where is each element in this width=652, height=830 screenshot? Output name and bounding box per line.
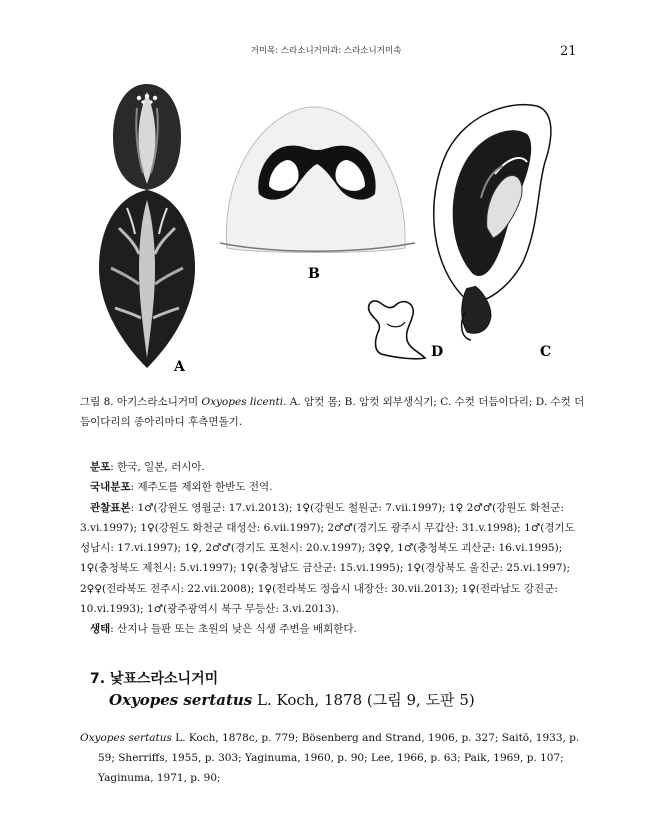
figure-d-tibial-apophysis <box>369 301 425 359</box>
caption-rest: . A. 암컷 몸; B. 암컷 외부생식기; C. 수컷 더듬이다리; D. 수컷 더듬이다리의 종아리마디 후측면돌기. <box>80 396 585 428</box>
label-a: A <box>174 359 185 375</box>
page-number: 21 <box>560 44 577 59</box>
synonymy-list <box>80 728 590 788</box>
domestic-distribution-text: : 제주도를 제외한 한반도 전역. <box>130 481 273 494</box>
ecology-label: 생태 <box>90 623 111 636</box>
figure-b-epigyne <box>220 107 415 253</box>
synonymy-species: Oxyopes sertatus <box>80 732 172 744</box>
distribution-text: : 한국, 일본, 러시아. <box>110 461 205 473</box>
distribution-label: 분포 <box>90 461 111 473</box>
specimens-text: : 1♂(강원도 영월군: 17.vi.2013); 1♀(강원도 철원군: 7.vii.1997); 1♀ 2♂♂(강원도 화천군: 3.vi.1997); 1♀(강원도 화천군 대성산: 6.vii.1997); 2♂♂(경기도 광주시 무갑산: 31.v.1998); 1♂(경기도 성남시: 17.vi.1997); 1♀, 2♂♂(경기도 포천시: 20.v.1997); 3♀♀, 1♂(충청북도 괴산군: 16.vi.1995); 1♀(충청북도 제천시: 5.vi.1997); 1♀(충청남도 금산군: 15.vi.1995); 1♀(경상북도 울진군: 25.vi.1997); 2♀♀(전라북도 전주시: 22.vii.2008); 1♀(전라북도 정읍시 내장산: 30.vii.2013); 1♀(전라남도 강진군: 10.vi.1993); 1♂(광주광역시 북구 무등산: 3.vi.2013). <box>80 501 575 616</box>
species-info <box>80 457 588 640</box>
figure-caption <box>80 392 588 432</box>
domestic-distribution-line <box>80 477 588 497</box>
ecology-text: : 산지나 들판 또는 초원의 낮은 식생 주변을 배회한다. <box>110 623 357 636</box>
caption-prefix: 그림 8. 아기스라소니거미 <box>80 396 202 408</box>
specimens-label: 관찰표본 <box>90 501 131 514</box>
domestic-distribution-label: 국내분포 <box>90 481 131 494</box>
figure-illustration <box>75 78 585 378</box>
specimens-paragraph <box>80 498 588 620</box>
label-c: C <box>540 344 552 360</box>
section-title: 7. 낯표스라소니거미 <box>90 671 219 687</box>
figure-8 <box>75 78 585 378</box>
species-authority: L. Koch, 1878 (그림 9, 도판 5) <box>252 691 475 709</box>
species-name: Oxyopes sertatus <box>109 691 253 709</box>
caption-species: Oxyopes licenti <box>201 396 284 408</box>
synonymy-paragraph <box>80 728 590 788</box>
label-b: B <box>308 266 320 282</box>
figure-a-female-body <box>99 84 195 368</box>
synonymy-text: L. Koch, 1878c, p. 779; Bösenberg and Strand, 1906, p. 327; Saitō, 1933, p. 59; Sherriffs, 1955, p. 303; Yaginuma, 1960, p. 90; Lee, 1966, p. 63; Paik, 1969, p. 107; Yaginuma, 1971, p. 90; <box>98 732 580 784</box>
running-head: 거미목: 스라소니거미과: 스라소니거미속 <box>250 46 402 56</box>
figure-c-male-palp <box>434 105 551 340</box>
species-heading <box>109 689 475 710</box>
distribution-line <box>80 457 588 477</box>
label-d: D <box>431 344 444 360</box>
ecology-line <box>80 619 588 639</box>
